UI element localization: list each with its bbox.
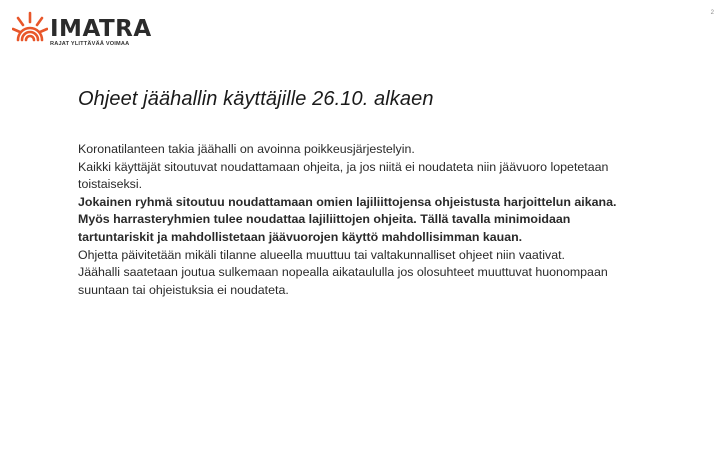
paragraph-5: Jäähalli saatetaan joutua sulkemaan nopealla aikataululla jos olosuhteet muuttuvat huonompaan suuntaan tai ohjeistuksia ei noudateta. bbox=[78, 265, 608, 297]
paragraph-1: Koronatilanteen takia jäähalli on avoinna poikkeusjärjestelyin. bbox=[78, 142, 415, 156]
brand-name: IMATRA bbox=[50, 16, 152, 42]
page-title: Ohjeet jäähallin käyttäjille 26.10. alkaen bbox=[78, 88, 434, 110]
paragraph-3-bold: Jokainen ryhmä sitoutuu noudattamaan omien lajiliittojensa ohjeistusta harjoittelun aikana. Myös harrasteryhmien tulee noudattaa lajiliittojen ohjeita. Tällä tavalla minimoidaan tartuntariskit ja mahdollistetaan jäävuorojen käyttö mahdollisimman kauan. bbox=[78, 194, 617, 244]
brand-tagline: RAJAT YLITTÄVÄÄ VOIMAA bbox=[50, 41, 130, 47]
page-number: 2 bbox=[710, 10, 714, 16]
paragraph-4: Ohjetta päivitetään mikäli tilanne alueella muuttuu tai valtakunnalliset ohjeet niin vaativat. bbox=[78, 247, 565, 262]
sun-rays-logo-icon bbox=[12, 10, 48, 46]
paragraph-2: Kaikki käyttäjät sitoutuvat noudattamaan ohjeita, ja jos niitä ei noudateta niin jäävuoro lopetetaan toistaiseksi. bbox=[78, 159, 609, 192]
imatra-logo bbox=[12, 10, 152, 54]
instructions-body bbox=[78, 141, 643, 299]
